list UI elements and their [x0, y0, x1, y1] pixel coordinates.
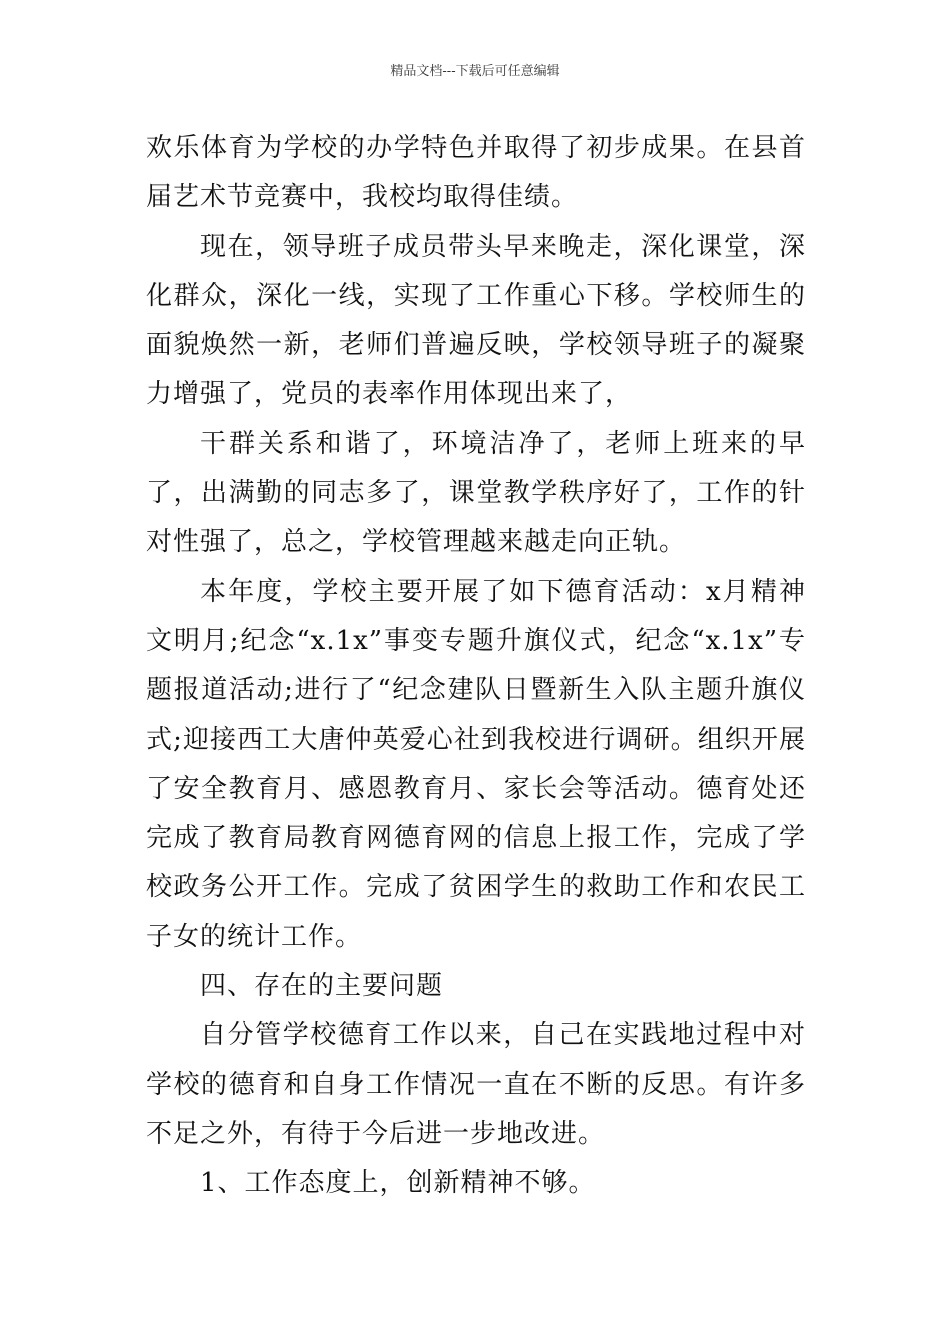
- list-item-1: 1、工作态度上，创新精神不够。: [200, 1168, 596, 1199]
- page-header: 精品文档---下载后可任意编辑: [390, 64, 560, 79]
- paragraph-1: 欢乐体育为学校的办学特色并取得了初步成果。在县首届艺术节竞赛中，我校均取得佳绩。: [146, 133, 806, 213]
- paragraph-4: 本年度，学校主要开展了如下德育活动：x月精神文明月;纪念“x.1x”事变专题升旗仪式，纪念“x.1x”专题报道活动;进行了“纪念建队日暨新生入队主题升旗仪式;迎接西工大唐仲英爱心社到我校进行调研。组织开展了安全教育月、感恩教育月、家长会等活动。德育处还完成了教育局教育网德育网的信息上报工作，完成了学校政务公开工作。完成了贫困学生的救助工作和农民工子女的统计工作。: [146, 576, 806, 952]
- paragraph-3: 干群关系和谐了，环境洁净了，老师上班来的早了，出满勤的同志多了，课堂教学秩序好了，工作的针对性强了，总之，学校管理越来越走向正轨。: [146, 428, 806, 558]
- document-body: [146, 124, 806, 1209]
- section-heading: 四、存在的主要问题: [200, 971, 444, 1002]
- paragraph-2: 现在，领导班子成员带头早来晚走，深化课堂，深化群众，深化一线，实现了工作重心下移。学校师生的面貌焕然一新，老师们普遍反映，学校领导班子的凝聚力增强了，党员的表率作用体现出来了，: [146, 231, 806, 410]
- paragraph-5: 自分管学校德育工作以来，自己在实践地过程中对学校的德育和自身工作情况一直在不断的反思。有许多不足之外，有待于今后进一步地改进。: [146, 1020, 806, 1149]
